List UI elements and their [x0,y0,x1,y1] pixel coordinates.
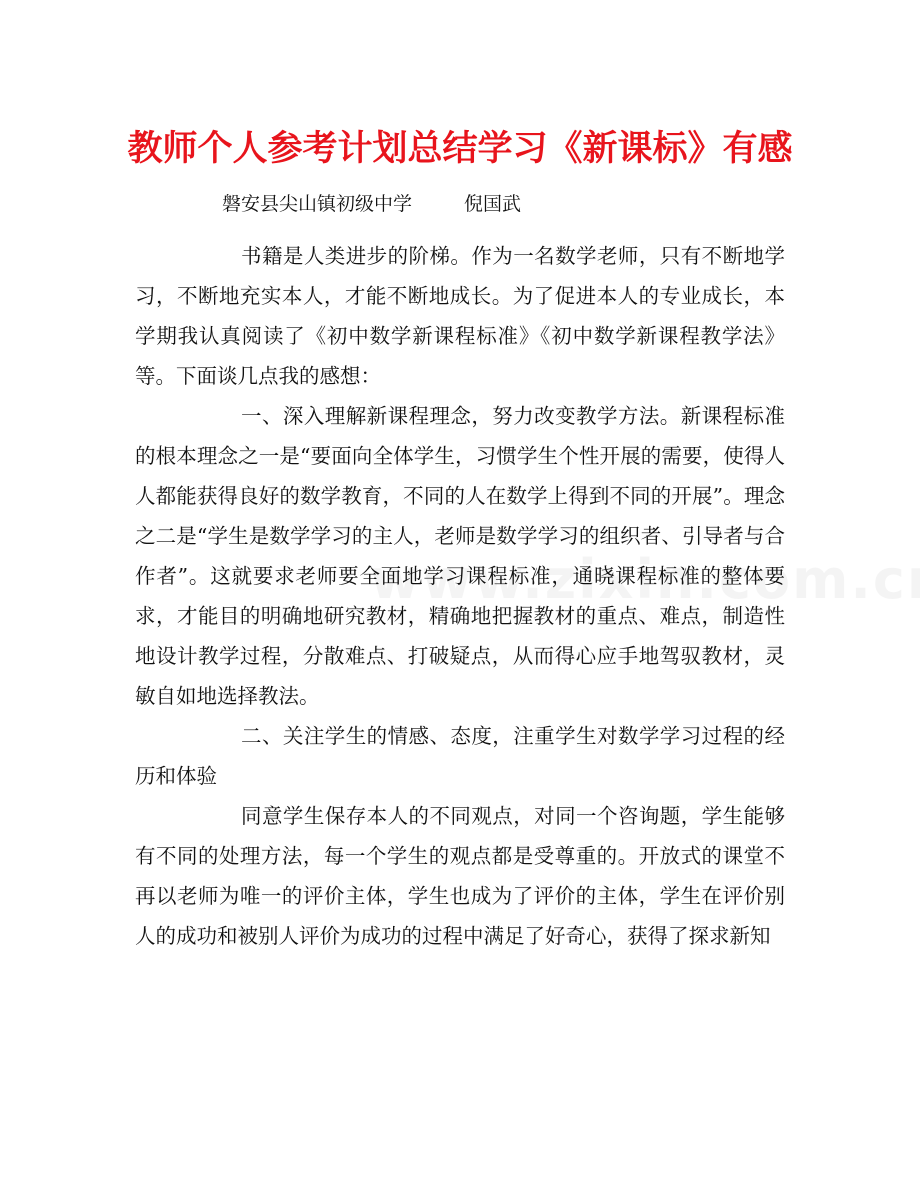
paragraph-intro: 书籍是人类进步的阶梯。作为一名数学老师，只有不断地学习，不断地充实本人，才能不断地成长。为了促进本人的专业成长，本学期我认真阅读了《初中数学新课程标准》《初中数学新课程教学法》等。下面谈几点我的感想： [135,244,785,388]
paragraph-section-one: 一、深入理解新课程理念，努力改变教学方法。新课程标准的根本理念之一是“要面向全体学生，习惯学生个性开展的需要，使得人人都能获得良好的数学教育，不同的人在数学上得到不同的开展”。理念之二是“学生是数学学习的主人，老师是数学学习的组织者、引导者与合作者”。这就要求老师要全面地学习课程标准，通晓课程标准的整体要求，才能目的明确地研究教材，精确地把握教材的重点、难点，制造性地设计教学过程，分散难点、打破疑点，从而得心应手地驾驭教材，灵敏自如地选择教法。 [135,404,785,708]
author-name: 倪国武 [464,193,522,215]
document-title: 教师个人参考计划总结学习《新课标》有感 [127,129,793,169]
document-body [135,236,785,956]
paragraph-section-two-body: 同意学生保存本人的不同观点，对同一个咨询题，学生能够有不同的处理方法，每一个学生的观点都是受尊重的。开放式的课堂不再以老师为唯一的评价主体，学生也成为了评价的主体，学生在评价别人的成功和被别人评价为成功的过程中满足了好奇心，获得了探求新知 [135,804,785,948]
school-name: 磐安县尖山镇初级中学 [222,193,413,215]
paragraph-section-two-heading: 二、关注学生的情感、态度，注重学生对数学学习过程的经历和体验 [135,724,785,788]
byline [222,188,521,220]
